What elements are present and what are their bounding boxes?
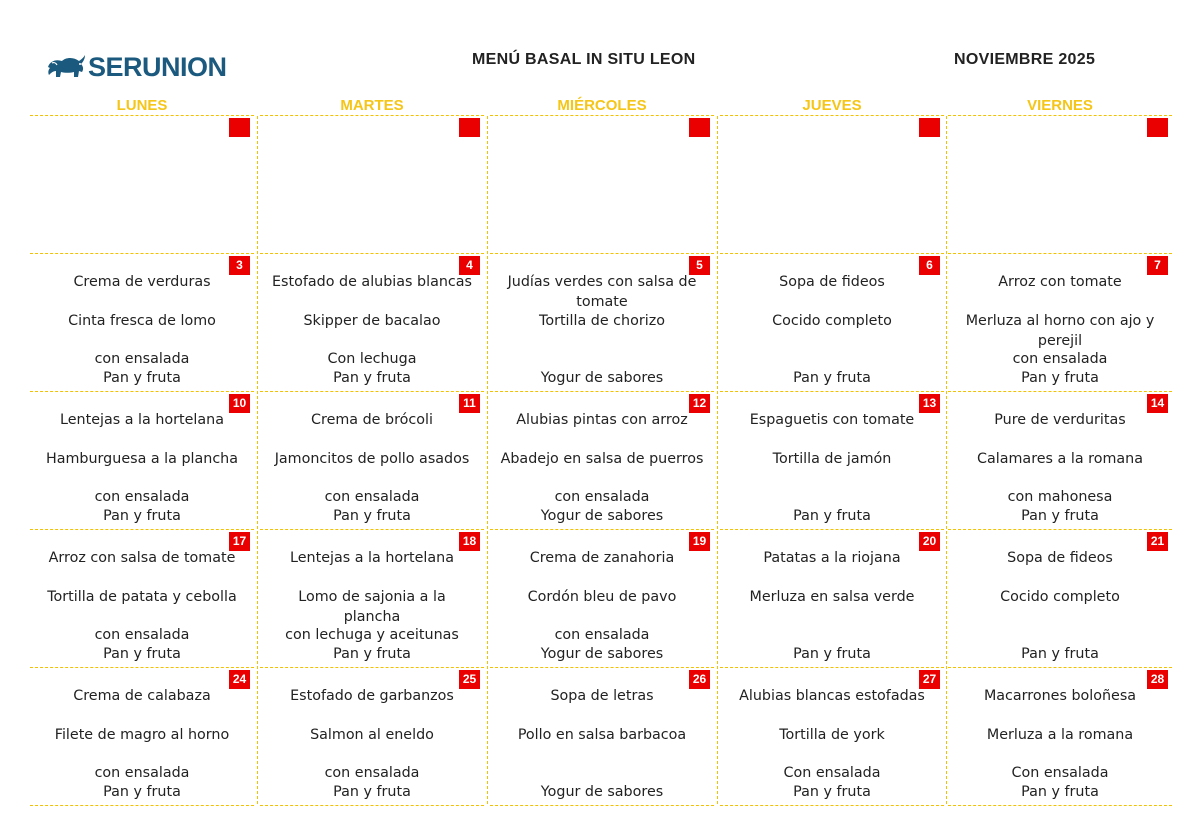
second-course: Tortilla de jamón [772,451,892,467]
day-cell [490,391,714,529]
menu-title: MENÚ BASAL IN SITU LEON [472,51,696,68]
first-course: Alubias pintas con arroz [516,412,688,428]
side-dish: con ensalada [94,765,190,781]
second-course: Lomo de sajonia a la plancha [298,589,446,625]
date-badge: 24 [229,670,250,689]
day-cell [490,253,714,391]
day-header-0: LUNES [116,97,168,114]
dessert: Yogur de sabores [540,646,664,662]
day-cell [720,115,944,253]
date-badge: 18 [459,532,480,551]
dessert: Pan y fruta [103,646,181,662]
dessert: Pan y fruta [1021,370,1099,386]
date-badge: 10 [229,394,250,413]
second-course: Filete de magro al horno [54,727,230,743]
side-dish: con ensalada [94,489,190,505]
day-cell [30,115,254,253]
date-badge: 28 [1147,670,1168,689]
row-divider [30,805,254,806]
day-cell [30,391,254,529]
first-course: Crema de verduras [73,274,211,290]
serunion-logo [46,52,227,82]
date-badge: 27 [919,670,940,689]
second-course: Cinta fresca de lomo [68,313,216,329]
day-cell [948,391,1172,529]
second-course: Hamburguesa a la plancha [45,451,239,467]
side-dish: con ensalada [324,489,420,505]
day-cell [30,667,254,805]
column-divider [487,116,488,804]
first-course: Lentejas a la hortelana [290,550,454,566]
second-course: Tortilla de york [779,727,885,743]
dessert: Pan y fruta [793,784,871,800]
side-dish: con ensalada [554,489,650,505]
dessert: Pan y fruta [103,508,181,524]
side-dish: Con ensalada [783,765,881,781]
day-cell [720,253,944,391]
date-badge: 5 [689,256,710,275]
day-header-4: VIERNES [1027,97,1093,114]
side-dish: Con lechuga [327,351,417,367]
day-cell [30,253,254,391]
dessert: Pan y fruta [793,646,871,662]
first-course: Pure de verduritas [994,412,1126,428]
date-badge: 26 [689,670,710,689]
day-cell [948,667,1172,805]
first-course: Crema de calabaza [73,688,211,704]
side-dish: con ensalada [1012,351,1108,367]
first-course: Macarrones boloñesa [983,688,1137,704]
date-badge: 7 [1147,256,1168,275]
first-course: Sopa de fideos [779,274,885,290]
second-course: Cocido completo [772,313,892,329]
day-cell [260,529,484,667]
date-badge: 12 [689,394,710,413]
first-course: Alubias blancas estofadas [739,688,925,704]
dessert: Pan y fruta [333,370,411,386]
side-dish: con ensalada [324,765,420,781]
second-course: Calamares a la romana [977,451,1143,467]
second-course: Tortilla de chorizo [539,313,665,329]
date-badge: 19 [689,532,710,551]
first-course: Espaguetis con tomate [749,412,915,428]
second-course: Merluza a la romana [986,727,1134,743]
row-divider [490,805,714,806]
column-divider [946,116,947,804]
first-course: Estofado de alubias blancas [272,274,472,290]
dessert: Pan y fruta [793,508,871,524]
date-badge: 11 [459,394,480,413]
date-badge: 6 [919,256,940,275]
day-cell [720,667,944,805]
day-cell [260,391,484,529]
day-cell [490,115,714,253]
date-badge: 21 [1147,532,1168,551]
dessert: Pan y fruta [793,370,871,386]
day-header-1: MARTES [340,97,404,114]
day-cell [948,529,1172,667]
date-badge [919,118,940,137]
dessert: Pan y fruta [333,784,411,800]
first-course: Judías verdes con salsa de tomate [507,274,697,310]
side-dish: con ensalada [94,351,190,367]
day-cell [948,115,1172,253]
first-course: Estofado de garbanzos [290,688,454,704]
second-course: Tortilla de patata y cebolla [47,589,237,605]
date-badge: 4 [459,256,480,275]
side-dish: con ensalada [94,627,190,643]
bull-icon [46,53,86,81]
day-cell [260,115,484,253]
dessert: Pan y fruta [103,370,181,386]
dessert: Yogur de sabores [540,784,664,800]
second-course: Abadejo en salsa de puerros [500,451,704,467]
day-cell [490,667,714,805]
second-course: Cocido completo [1000,589,1120,605]
row-divider [260,805,484,806]
date-badge: 3 [229,256,250,275]
month-title: NOVIEMBRE 2025 [954,51,1096,68]
day-cell [948,253,1172,391]
side-dish: con lechuga y aceitunas [285,627,459,643]
second-course: Pollo en salsa barbacoa [517,727,687,743]
first-course: Arroz con salsa de tomate [48,550,236,566]
day-cell [720,529,944,667]
first-course: Lentejas a la hortelana [60,412,224,428]
day-cell [720,391,944,529]
dessert: Yogur de sabores [540,508,664,524]
second-course: Merluza al horno con ajo y perejil [965,313,1155,349]
row-divider [948,805,1172,806]
row-divider [720,805,944,806]
dessert: Pan y fruta [1021,784,1099,800]
dessert: Pan y fruta [1021,508,1099,524]
first-course: Crema de zanahoria [529,550,675,566]
side-dish: con ensalada [554,627,650,643]
day-header-3: JUEVES [802,97,862,114]
second-course: Cordón bleu de pavo [527,589,677,605]
day-cell [260,667,484,805]
first-course: Sopa de letras [550,688,654,704]
second-course: Salmon al eneldo [310,727,434,743]
first-course: Crema de brócoli [311,412,433,428]
date-badge: 25 [459,670,480,689]
column-divider [257,116,258,804]
date-badge [229,118,250,137]
day-cell [260,253,484,391]
column-divider [717,116,718,804]
date-badge: 20 [919,532,940,551]
side-dish: Con ensalada [1011,765,1109,781]
first-course: Patatas a la riojana [763,550,901,566]
dessert: Pan y fruta [1021,646,1099,662]
second-course: Merluza en salsa verde [749,589,915,605]
day-cell [490,529,714,667]
second-course: Skipper de bacalao [303,313,441,329]
date-badge: 13 [919,394,940,413]
dessert: Pan y fruta [103,784,181,800]
dessert: Pan y fruta [333,508,411,524]
date-badge: 17 [229,532,250,551]
dessert: Yogur de sabores [540,370,664,386]
day-cell [30,529,254,667]
date-badge: 14 [1147,394,1168,413]
side-dish: con mahonesa [1007,489,1113,505]
second-course: Jamoncitos de pollo asados [274,451,470,467]
day-header-2: MIÉRCOLES [557,97,647,114]
dessert: Pan y fruta [333,646,411,662]
date-badge [689,118,710,137]
date-badge [459,118,480,137]
first-course: Arroz con tomate [998,274,1122,290]
brand-name: SERUNION [88,51,227,82]
date-badge [1147,118,1168,137]
first-course: Sopa de fideos [1007,550,1113,566]
